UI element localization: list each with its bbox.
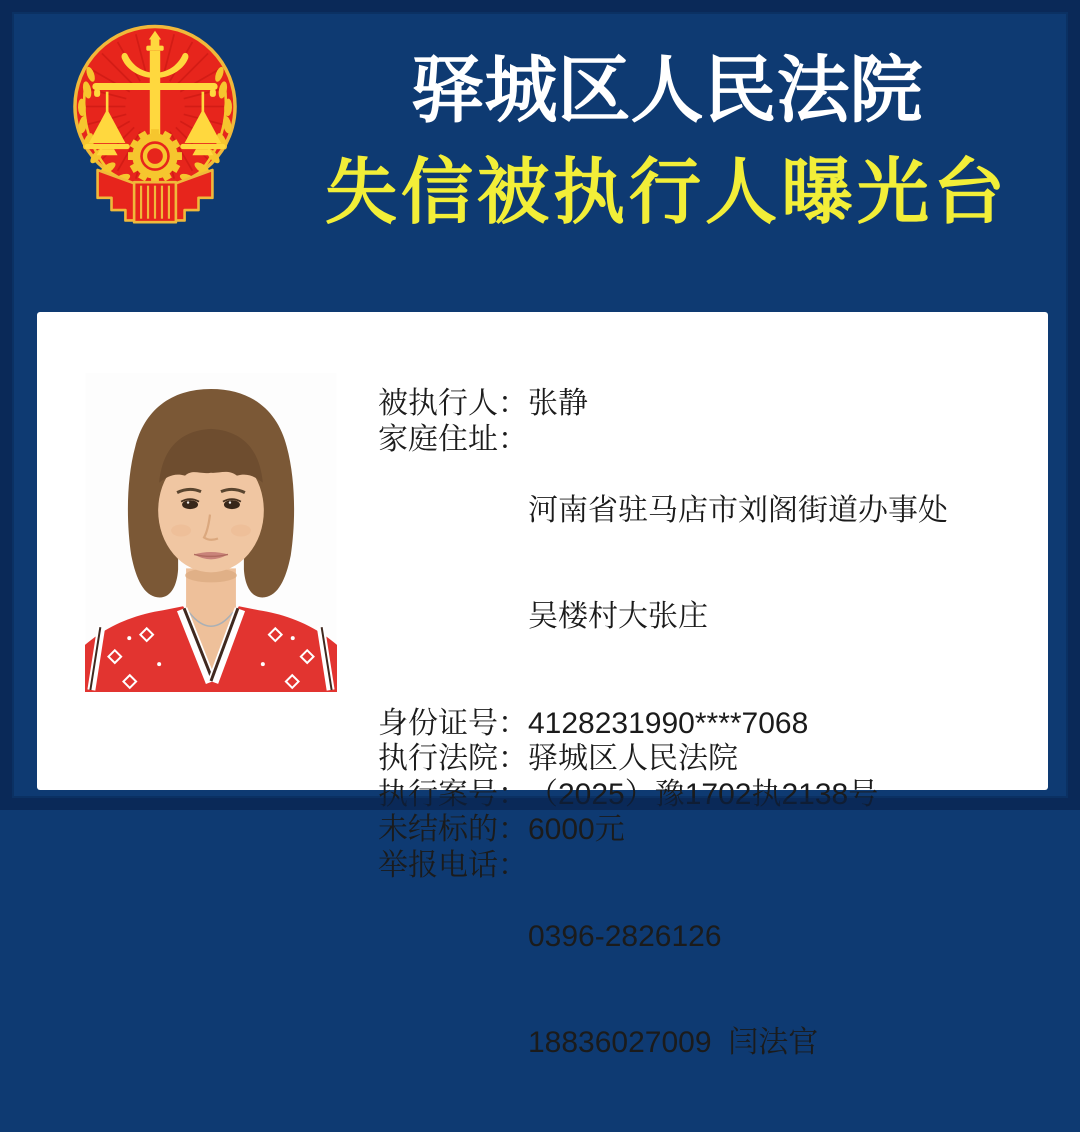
field-row-address bbox=[378, 422, 1043, 706]
field-label: 被执行人： bbox=[378, 387, 528, 420]
field-value: 6000元 bbox=[528, 813, 625, 846]
field-value: 河南省驻马店市刘阁街道办事处 bbox=[528, 493, 948, 527]
field-label: 家庭住址： bbox=[378, 422, 528, 456]
debtor-photo bbox=[85, 373, 337, 692]
field-label: 身份证号： bbox=[378, 706, 528, 740]
field-row-name bbox=[378, 386, 1043, 422]
banner-title: 失信被执行人曝光台 bbox=[324, 153, 1009, 233]
field-value: （2025）豫1702执2138号 bbox=[528, 777, 879, 811]
field-label: 执行案号： bbox=[378, 777, 528, 811]
court-name-title: 驿城区人民法院 bbox=[411, 50, 923, 131]
field-label: 举报电话： bbox=[378, 848, 528, 882]
field-row-amount bbox=[378, 812, 1043, 848]
field-row-id-number bbox=[378, 706, 1043, 742]
field-value: 驿城区人民法院 bbox=[528, 742, 738, 775]
field-value: 张静 bbox=[528, 387, 588, 420]
field-value: 0396-2826126 bbox=[528, 919, 722, 953]
field-row-report-phone bbox=[378, 848, 1043, 1132]
field-label: 未结标的： bbox=[378, 813, 528, 846]
field-value: 4128231990****7068 bbox=[528, 706, 809, 740]
field-row-case-number bbox=[378, 777, 1043, 813]
field-row-court bbox=[378, 741, 1043, 777]
field-value-line2: 吴楼村大张庄 bbox=[528, 600, 708, 633]
court-emblem-icon bbox=[68, 22, 242, 231]
debtor-info-card bbox=[37, 312, 1048, 1059]
field-label: 执行法院： bbox=[378, 742, 528, 775]
debtor-fields bbox=[378, 386, 1043, 1132]
field-value-line2: 18836027009 闫法官 bbox=[528, 1026, 819, 1059]
